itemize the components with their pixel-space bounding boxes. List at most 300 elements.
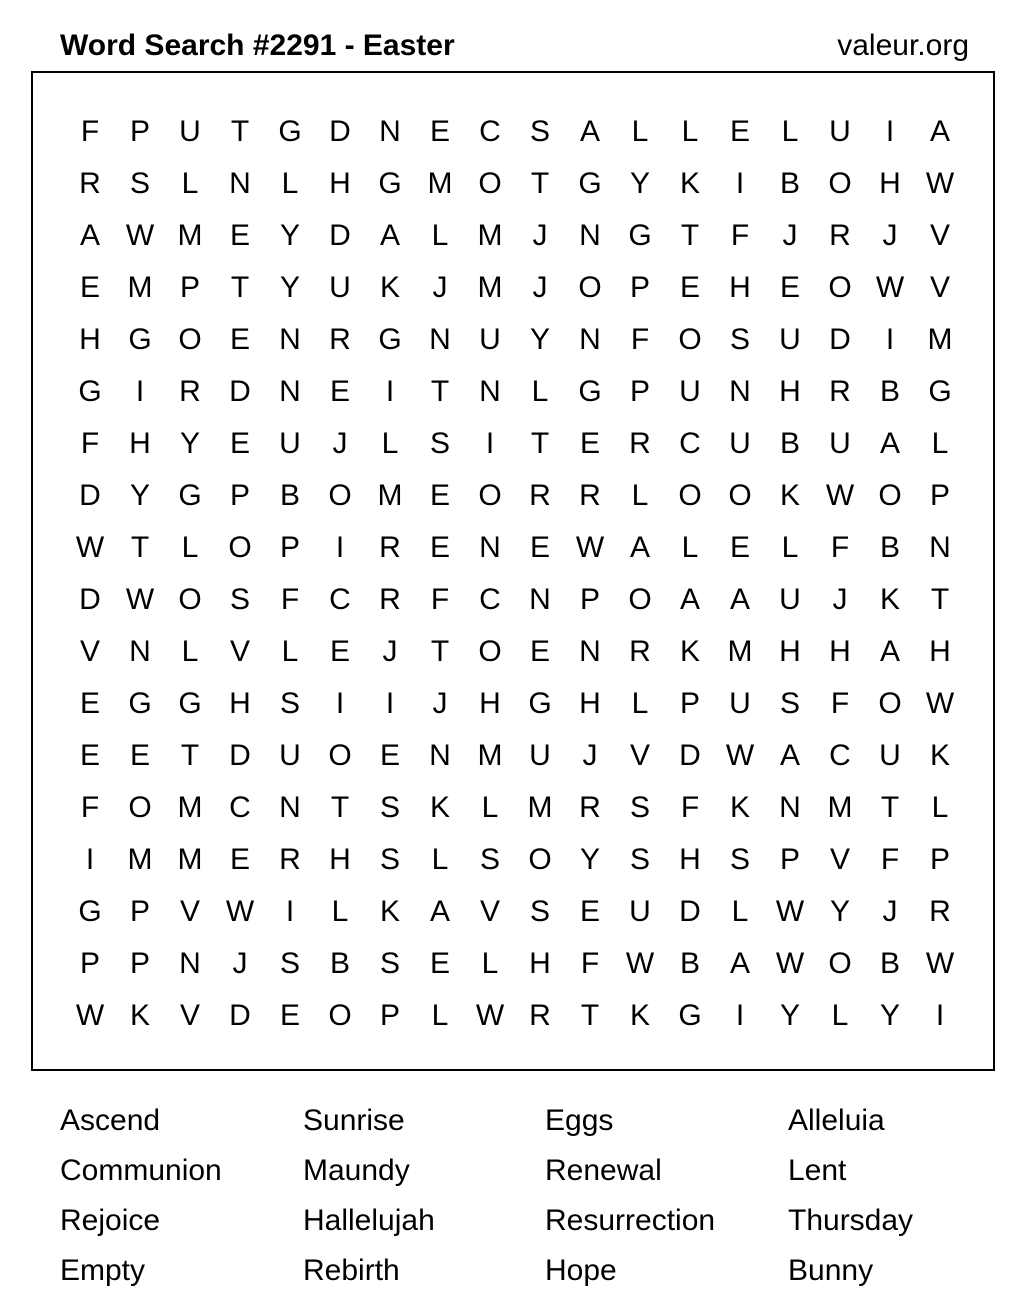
- grid-letter[interactable]: L: [631, 115, 649, 148]
- grid-letter[interactable]: S: [379, 947, 400, 980]
- grid-letter[interactable]: H: [929, 635, 951, 668]
- grid-letter[interactable]: L: [281, 635, 299, 668]
- grid-letter[interactable]: G: [378, 323, 402, 356]
- grid-letter[interactable]: L: [431, 843, 449, 876]
- grid-letter[interactable]: U: [529, 739, 551, 772]
- grid-letter[interactable]: O: [478, 167, 502, 200]
- grid-letter[interactable]: T: [430, 635, 450, 668]
- grid-letter[interactable]: J: [832, 583, 848, 616]
- grid-letter[interactable]: O: [828, 271, 852, 304]
- grid-letter[interactable]: U: [179, 115, 201, 148]
- grid-letter[interactable]: O: [878, 479, 902, 512]
- grid-letter[interactable]: L: [681, 115, 699, 148]
- grid-letter[interactable]: B: [779, 427, 800, 460]
- grid-letter[interactable]: O: [578, 271, 602, 304]
- grid-letter[interactable]: S: [379, 843, 400, 876]
- grid-letter[interactable]: L: [531, 375, 549, 408]
- grid-letter[interactable]: L: [281, 167, 299, 200]
- grid-letter[interactable]: G: [578, 375, 602, 408]
- grid-letter[interactable]: V: [479, 895, 500, 928]
- grid-letter[interactable]: J: [382, 635, 398, 668]
- grid-letter[interactable]: L: [381, 427, 399, 460]
- grid-letter[interactable]: S: [629, 843, 650, 876]
- grid-letter[interactable]: L: [181, 167, 199, 200]
- grid-letter[interactable]: S: [279, 947, 300, 980]
- grid-letter[interactable]: C: [229, 791, 251, 824]
- grid-letter[interactable]: A: [679, 583, 700, 616]
- grid-letter[interactable]: I: [885, 115, 895, 148]
- grid-letter[interactable]: F: [430, 583, 450, 616]
- grid-letter[interactable]: D: [829, 323, 851, 356]
- grid-letter[interactable]: T: [530, 167, 550, 200]
- grid-letter[interactable]: E: [79, 739, 100, 772]
- grid-letter[interactable]: U: [679, 375, 701, 408]
- grid-letter[interactable]: Y: [879, 999, 900, 1032]
- grid-letter[interactable]: I: [385, 375, 395, 408]
- grid-letter[interactable]: V: [929, 271, 950, 304]
- grid-letter[interactable]: R: [579, 479, 601, 512]
- grid-letter[interactable]: I: [385, 687, 395, 720]
- grid-letter[interactable]: K: [779, 479, 800, 512]
- grid-letter[interactable]: J: [582, 739, 598, 772]
- grid-letter[interactable]: Y: [129, 479, 150, 512]
- grid-letter[interactable]: U: [829, 115, 851, 148]
- grid-letter[interactable]: S: [229, 583, 250, 616]
- grid-letter[interactable]: R: [579, 791, 601, 824]
- grid-letter[interactable]: O: [628, 583, 652, 616]
- grid-letter[interactable]: N: [229, 167, 251, 200]
- grid-letter[interactable]: R: [929, 895, 951, 928]
- grid-letter[interactable]: D: [229, 739, 251, 772]
- grid-letter[interactable]: L: [831, 999, 849, 1032]
- grid-letter[interactable]: K: [129, 999, 150, 1032]
- grid-letter[interactable]: P: [629, 271, 650, 304]
- grid-letter[interactable]: H: [529, 947, 551, 980]
- grid-letter[interactable]: U: [729, 427, 751, 460]
- grid-letter[interactable]: G: [378, 167, 402, 200]
- grid-letter[interactable]: P: [129, 115, 150, 148]
- grid-letter[interactable]: G: [78, 895, 102, 928]
- grid-letter[interactable]: M: [477, 271, 503, 304]
- grid-letter[interactable]: V: [829, 843, 850, 876]
- grid-letter[interactable]: E: [379, 739, 400, 772]
- grid-letter[interactable]: B: [879, 531, 900, 564]
- grid-letter[interactable]: K: [429, 791, 450, 824]
- grid-letter[interactable]: H: [129, 427, 151, 460]
- grid-letter[interactable]: A: [79, 219, 100, 252]
- grid-letter[interactable]: L: [681, 531, 699, 564]
- grid-letter[interactable]: O: [878, 687, 902, 720]
- grid-letter[interactable]: D: [229, 999, 251, 1032]
- grid-letter[interactable]: Y: [279, 219, 300, 252]
- grid-letter[interactable]: I: [335, 687, 345, 720]
- grid-letter[interactable]: K: [379, 271, 400, 304]
- grid-letter[interactable]: B: [779, 167, 800, 200]
- grid-letter[interactable]: M: [127, 843, 153, 876]
- grid-letter[interactable]: Y: [579, 843, 600, 876]
- grid-letter[interactable]: G: [278, 115, 302, 148]
- grid-letter[interactable]: A: [929, 115, 950, 148]
- grid-letter[interactable]: P: [129, 947, 150, 980]
- grid-letter[interactable]: R: [329, 323, 351, 356]
- grid-letter[interactable]: D: [329, 219, 351, 252]
- grid-letter[interactable]: C: [829, 739, 851, 772]
- grid-letter[interactable]: T: [330, 791, 350, 824]
- grid-letter[interactable]: I: [85, 843, 95, 876]
- grid-letter[interactable]: M: [377, 479, 403, 512]
- grid-letter[interactable]: W: [625, 947, 655, 980]
- grid-letter[interactable]: M: [727, 635, 753, 668]
- grid-letter[interactable]: N: [479, 375, 501, 408]
- grid-letter[interactable]: H: [579, 687, 601, 720]
- grid-letter[interactable]: S: [729, 323, 750, 356]
- grid-letter[interactable]: E: [229, 427, 250, 460]
- grid-letter[interactable]: W: [125, 583, 155, 616]
- grid-letter[interactable]: P: [179, 271, 200, 304]
- grid-letter[interactable]: H: [779, 635, 801, 668]
- grid-letter[interactable]: F: [830, 687, 850, 720]
- grid-letter[interactable]: S: [429, 427, 450, 460]
- grid-letter[interactable]: R: [629, 427, 651, 460]
- grid-letter[interactable]: S: [529, 115, 550, 148]
- grid-letter[interactable]: T: [530, 427, 550, 460]
- grid-letter[interactable]: S: [629, 791, 650, 824]
- grid-letter[interactable]: W: [875, 271, 905, 304]
- grid-letter[interactable]: E: [779, 271, 800, 304]
- grid-letter[interactable]: L: [181, 531, 199, 564]
- grid-letter[interactable]: E: [429, 479, 450, 512]
- grid-letter[interactable]: C: [679, 427, 701, 460]
- grid-letter[interactable]: N: [579, 635, 601, 668]
- grid-letter[interactable]: U: [629, 895, 651, 928]
- grid-letter[interactable]: I: [735, 167, 745, 200]
- grid-letter[interactable]: L: [781, 115, 799, 148]
- grid-letter[interactable]: Y: [779, 999, 800, 1032]
- grid-letter[interactable]: E: [229, 843, 250, 876]
- grid-letter[interactable]: J: [532, 219, 548, 252]
- grid-letter[interactable]: K: [629, 999, 650, 1032]
- grid-letter[interactable]: B: [329, 947, 350, 980]
- grid-letter[interactable]: W: [825, 479, 855, 512]
- grid-letter[interactable]: G: [528, 687, 552, 720]
- grid-letter[interactable]: M: [927, 323, 953, 356]
- grid-letter[interactable]: T: [230, 115, 250, 148]
- grid-letter[interactable]: R: [829, 219, 851, 252]
- grid-letter[interactable]: O: [328, 999, 352, 1032]
- grid-letter[interactable]: L: [181, 635, 199, 668]
- grid-letter[interactable]: N: [279, 791, 301, 824]
- grid-letter[interactable]: P: [279, 531, 300, 564]
- grid-letter[interactable]: I: [335, 531, 345, 564]
- grid-letter[interactable]: W: [475, 999, 505, 1032]
- grid-letter[interactable]: D: [679, 895, 701, 928]
- grid-letter[interactable]: W: [725, 739, 755, 772]
- grid-letter[interactable]: L: [781, 531, 799, 564]
- grid-letter[interactable]: W: [775, 947, 805, 980]
- grid-letter[interactable]: F: [80, 427, 100, 460]
- grid-letter[interactable]: A: [429, 895, 450, 928]
- grid-letter[interactable]: N: [279, 375, 301, 408]
- grid-letter[interactable]: M: [177, 219, 203, 252]
- grid-letter[interactable]: W: [75, 531, 105, 564]
- grid-letter[interactable]: Y: [629, 167, 650, 200]
- grid-letter[interactable]: R: [529, 479, 551, 512]
- grid-letter[interactable]: U: [279, 427, 301, 460]
- grid-letter[interactable]: A: [879, 635, 900, 668]
- grid-letter[interactable]: N: [179, 947, 201, 980]
- grid-letter[interactable]: J: [432, 687, 448, 720]
- grid-letter[interactable]: R: [829, 375, 851, 408]
- grid-letter[interactable]: F: [630, 323, 650, 356]
- grid-letter[interactable]: P: [929, 479, 950, 512]
- grid-letter[interactable]: E: [579, 895, 600, 928]
- grid-letter[interactable]: E: [429, 531, 450, 564]
- grid-letter[interactable]: E: [429, 947, 450, 980]
- grid-letter[interactable]: U: [479, 323, 501, 356]
- grid-letter[interactable]: T: [230, 271, 250, 304]
- grid-letter[interactable]: E: [679, 271, 700, 304]
- grid-letter[interactable]: U: [279, 739, 301, 772]
- grid-letter[interactable]: W: [575, 531, 605, 564]
- grid-letter[interactable]: M: [427, 167, 453, 200]
- grid-letter[interactable]: P: [229, 479, 250, 512]
- grid-letter[interactable]: E: [129, 739, 150, 772]
- grid-letter[interactable]: Y: [179, 427, 200, 460]
- grid-letter[interactable]: N: [429, 323, 451, 356]
- grid-letter[interactable]: G: [178, 687, 202, 720]
- grid-letter[interactable]: N: [929, 531, 951, 564]
- grid-letter[interactable]: O: [828, 167, 852, 200]
- grid-letter[interactable]: W: [925, 687, 955, 720]
- grid-letter[interactable]: F: [730, 219, 750, 252]
- grid-letter[interactable]: N: [729, 375, 751, 408]
- grid-letter[interactable]: O: [828, 947, 852, 980]
- grid-letter[interactable]: P: [79, 947, 100, 980]
- grid-letter[interactable]: O: [678, 479, 702, 512]
- grid-letter[interactable]: Y: [279, 271, 300, 304]
- grid-letter[interactable]: W: [925, 947, 955, 980]
- grid-letter[interactable]: B: [879, 947, 900, 980]
- grid-letter[interactable]: L: [631, 687, 649, 720]
- grid-letter[interactable]: E: [529, 531, 550, 564]
- grid-letter[interactable]: U: [329, 271, 351, 304]
- grid-letter[interactable]: M: [477, 739, 503, 772]
- grid-letter[interactable]: F: [280, 583, 300, 616]
- grid-letter[interactable]: N: [129, 635, 151, 668]
- grid-letter[interactable]: N: [279, 323, 301, 356]
- grid-letter[interactable]: H: [729, 271, 751, 304]
- grid-letter[interactable]: P: [929, 843, 950, 876]
- grid-letter[interactable]: P: [779, 843, 800, 876]
- grid-letter[interactable]: M: [527, 791, 553, 824]
- grid-letter[interactable]: D: [329, 115, 351, 148]
- grid-letter[interactable]: E: [429, 115, 450, 148]
- grid-letter[interactable]: K: [379, 895, 400, 928]
- grid-letter[interactable]: N: [379, 115, 401, 148]
- grid-letter[interactable]: P: [379, 999, 400, 1032]
- grid-letter[interactable]: V: [229, 635, 250, 668]
- grid-letter[interactable]: U: [779, 583, 801, 616]
- grid-letter[interactable]: N: [779, 791, 801, 824]
- grid-letter[interactable]: E: [229, 219, 250, 252]
- grid-letter[interactable]: E: [229, 323, 250, 356]
- grid-letter[interactable]: W: [925, 167, 955, 200]
- grid-letter[interactable]: H: [679, 843, 701, 876]
- grid-letter[interactable]: F: [830, 531, 850, 564]
- grid-letter[interactable]: H: [779, 375, 801, 408]
- grid-letter[interactable]: H: [79, 323, 101, 356]
- grid-letter[interactable]: B: [879, 375, 900, 408]
- grid-letter[interactable]: O: [678, 323, 702, 356]
- grid-letter[interactable]: Y: [829, 895, 850, 928]
- grid-letter[interactable]: E: [529, 635, 550, 668]
- grid-letter[interactable]: N: [429, 739, 451, 772]
- grid-letter[interactable]: W: [225, 895, 255, 928]
- grid-letter[interactable]: D: [79, 583, 101, 616]
- grid-letter[interactable]: H: [329, 843, 351, 876]
- grid-letter[interactable]: O: [228, 531, 252, 564]
- grid-letter[interactable]: R: [279, 843, 301, 876]
- grid-letter[interactable]: O: [328, 479, 352, 512]
- grid-letter[interactable]: F: [80, 791, 100, 824]
- grid-letter[interactable]: S: [729, 843, 750, 876]
- grid-letter[interactable]: F: [80, 115, 100, 148]
- grid-letter[interactable]: O: [728, 479, 752, 512]
- grid-letter[interactable]: K: [929, 739, 950, 772]
- grid-letter[interactable]: S: [279, 687, 300, 720]
- grid-letter[interactable]: T: [930, 583, 950, 616]
- grid-letter[interactable]: A: [779, 739, 800, 772]
- grid-letter[interactable]: U: [729, 687, 751, 720]
- grid-letter[interactable]: N: [579, 323, 601, 356]
- grid-letter[interactable]: M: [827, 791, 853, 824]
- grid-letter[interactable]: J: [882, 895, 898, 928]
- grid-letter[interactable]: S: [379, 791, 400, 824]
- grid-letter[interactable]: O: [328, 739, 352, 772]
- grid-letter[interactable]: E: [279, 999, 300, 1032]
- grid-letter[interactable]: J: [232, 947, 248, 980]
- grid-letter[interactable]: B: [279, 479, 300, 512]
- grid-letter[interactable]: E: [79, 271, 100, 304]
- grid-letter[interactable]: E: [329, 635, 350, 668]
- grid-letter[interactable]: N: [479, 531, 501, 564]
- grid-letter[interactable]: H: [879, 167, 901, 200]
- grid-letter[interactable]: P: [629, 375, 650, 408]
- grid-letter[interactable]: F: [680, 791, 700, 824]
- grid-letter[interactable]: M: [177, 791, 203, 824]
- grid-letter[interactable]: J: [882, 219, 898, 252]
- grid-letter[interactable]: I: [735, 999, 745, 1032]
- grid-letter[interactable]: C: [479, 115, 501, 148]
- grid-letter[interactable]: D: [229, 375, 251, 408]
- grid-letter[interactable]: Y: [529, 323, 550, 356]
- grid-letter[interactable]: E: [729, 531, 750, 564]
- grid-letter[interactable]: A: [379, 219, 400, 252]
- grid-letter[interactable]: K: [879, 583, 900, 616]
- grid-letter[interactable]: T: [680, 219, 700, 252]
- grid-letter[interactable]: S: [779, 687, 800, 720]
- grid-letter[interactable]: J: [782, 219, 798, 252]
- grid-letter[interactable]: L: [931, 427, 949, 460]
- grid-letter[interactable]: O: [478, 479, 502, 512]
- grid-letter[interactable]: T: [880, 791, 900, 824]
- grid-letter[interactable]: R: [379, 583, 401, 616]
- grid-letter[interactable]: O: [178, 323, 202, 356]
- grid-letter[interactable]: L: [481, 791, 499, 824]
- grid-letter[interactable]: D: [679, 739, 701, 772]
- grid-letter[interactable]: G: [578, 167, 602, 200]
- grid-letter[interactable]: F: [580, 947, 600, 980]
- grid-letter[interactable]: N: [579, 219, 601, 252]
- grid-letter[interactable]: G: [628, 219, 652, 252]
- grid-letter[interactable]: T: [180, 739, 200, 772]
- grid-letter[interactable]: D: [79, 479, 101, 512]
- grid-letter[interactable]: A: [629, 531, 650, 564]
- grid-letter[interactable]: H: [229, 687, 251, 720]
- grid-letter[interactable]: H: [329, 167, 351, 200]
- grid-letter[interactable]: J: [332, 427, 348, 460]
- grid-letter[interactable]: L: [431, 219, 449, 252]
- grid-letter[interactable]: U: [829, 427, 851, 460]
- grid-letter[interactable]: E: [729, 115, 750, 148]
- grid-letter[interactable]: P: [679, 687, 700, 720]
- grid-letter[interactable]: A: [579, 115, 600, 148]
- grid-letter[interactable]: V: [929, 219, 950, 252]
- grid-letter[interactable]: M: [477, 219, 503, 252]
- grid-letter[interactable]: L: [331, 895, 349, 928]
- grid-letter[interactable]: U: [779, 323, 801, 356]
- grid-letter[interactable]: O: [128, 791, 152, 824]
- grid-letter[interactable]: G: [78, 375, 102, 408]
- grid-letter[interactable]: B: [679, 947, 700, 980]
- grid-letter[interactable]: P: [129, 895, 150, 928]
- grid-letter[interactable]: C: [479, 583, 501, 616]
- grid-letter[interactable]: K: [679, 635, 700, 668]
- grid-letter[interactable]: N: [529, 583, 551, 616]
- grid-letter[interactable]: G: [678, 999, 702, 1032]
- grid-letter[interactable]: O: [528, 843, 552, 876]
- grid-letter[interactable]: I: [135, 375, 145, 408]
- grid-letter[interactable]: C: [329, 583, 351, 616]
- grid-letter[interactable]: E: [329, 375, 350, 408]
- grid-letter[interactable]: G: [928, 375, 952, 408]
- grid-letter[interactable]: L: [731, 895, 749, 928]
- grid-letter[interactable]: L: [431, 999, 449, 1032]
- grid-letter[interactable]: A: [729, 583, 750, 616]
- grid-letter[interactable]: J: [532, 271, 548, 304]
- grid-letter[interactable]: U: [879, 739, 901, 772]
- grid-letter[interactable]: R: [179, 375, 201, 408]
- grid-letter[interactable]: F: [880, 843, 900, 876]
- grid-letter[interactable]: O: [178, 583, 202, 616]
- grid-letter[interactable]: L: [631, 479, 649, 512]
- grid-letter[interactable]: M: [177, 843, 203, 876]
- grid-letter[interactable]: V: [629, 739, 650, 772]
- grid-letter[interactable]: G: [128, 687, 152, 720]
- grid-letter[interactable]: I: [935, 999, 945, 1032]
- grid-letter[interactable]: H: [479, 687, 501, 720]
- grid-letter[interactable]: W: [125, 219, 155, 252]
- grid-letter[interactable]: V: [179, 895, 200, 928]
- grid-letter[interactable]: G: [178, 479, 202, 512]
- grid-letter[interactable]: T: [430, 375, 450, 408]
- grid-letter[interactable]: V: [79, 635, 100, 668]
- grid-letter[interactable]: T: [580, 999, 600, 1032]
- grid-letter[interactable]: K: [729, 791, 750, 824]
- grid-letter[interactable]: H: [829, 635, 851, 668]
- grid-letter[interactable]: E: [79, 687, 100, 720]
- grid-letter[interactable]: R: [529, 999, 551, 1032]
